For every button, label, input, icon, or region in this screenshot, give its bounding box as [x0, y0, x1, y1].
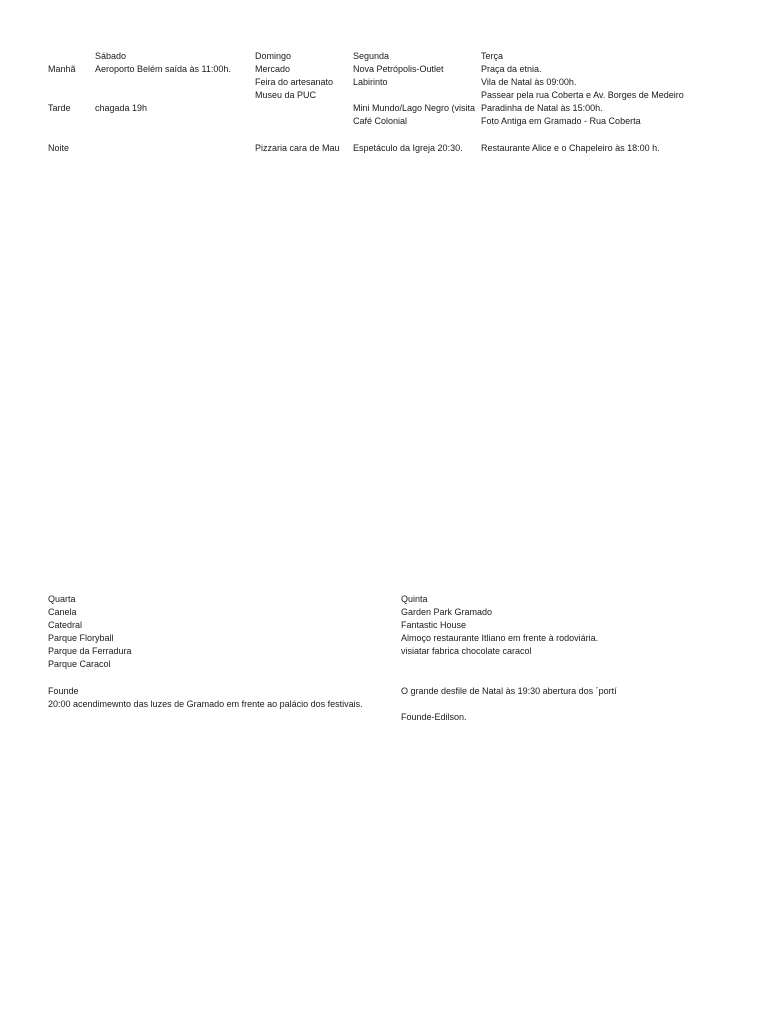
header-domingo: Domingo	[255, 51, 292, 61]
quinta-item: Almoço restaurante Itliano em frente à rodoviária.	[401, 633, 599, 643]
quarta-item: Parque Floryball	[48, 633, 114, 643]
domingo-manha-3: Museu da PUC	[255, 90, 317, 100]
quinta-evening: O grande desfile de Natal às 19:30 abertura dos ´portí	[401, 686, 617, 696]
segunda-manha-2: Labirinto	[353, 77, 388, 87]
terca-manha-3: Passear pela rua Coberta e Av. Borges de Medeiro	[481, 90, 684, 100]
header-terca: Terça	[481, 51, 504, 61]
quinta-founde: Founde-Edilson.	[401, 712, 467, 722]
quinta-item: Fantastic House	[401, 620, 467, 630]
quinta-item: Garden Park Gramado	[401, 607, 493, 617]
terca-tarde-1: Paradinha de Natal às 15:00h.	[481, 103, 603, 113]
quarta-evening: 20:00 acendimewnto das luzes de Gramado em frente ao palácio dos festivais.	[48, 699, 363, 709]
quarta-item: Catedral	[48, 620, 83, 630]
quarta-title: Quarta	[48, 594, 76, 604]
segunda-tarde-2: Café Colonial	[353, 116, 408, 126]
domingo-manha-2: Feira do artesanato	[255, 77, 334, 87]
period-manha: Manhã	[48, 64, 76, 74]
terca-manha-2: Vila de Natal às 09:00h.	[481, 77, 577, 87]
quarta-item: Canela	[48, 607, 77, 617]
period-noite: Noite	[48, 143, 70, 153]
terca-noite: Restaurante Alice e o Chapeleiro às 18:00 h.	[481, 143, 660, 153]
header-segunda: Segunda	[353, 51, 390, 61]
terca-manha-1: Praça da etnia.	[481, 64, 542, 74]
quarta-item: Parque Caracol	[48, 659, 111, 669]
quinta-title: Quinta	[401, 594, 428, 604]
quinta-item: visiatar fabrica chocolate caracol	[401, 646, 532, 656]
domingo-manha-1: Mercado	[255, 64, 291, 74]
period-tarde: Tarde	[48, 103, 71, 113]
segunda-noite: Espetáculo da Igreja 20:30.	[353, 143, 463, 153]
segunda-manha-1: Nova Petrópolis-Outlet	[353, 64, 444, 74]
quarta-founde: Founde	[48, 686, 79, 696]
domingo-noite: Pizzaria cara de Mau	[255, 143, 340, 153]
terca-tarde-2: Foto Antiga em Gramado - Rua Coberta	[481, 116, 641, 126]
sabado-manha: Aeroporto Belém saída às 11:00h.	[95, 64, 231, 74]
header-sabado: Sábado	[95, 51, 127, 61]
sabado-tarde: chagada 19h	[95, 103, 148, 113]
segunda-tarde-1: Mini Mundo/Lago Negro (visita	[353, 103, 476, 113]
quarta-item: Parque da Ferradura	[48, 646, 132, 656]
